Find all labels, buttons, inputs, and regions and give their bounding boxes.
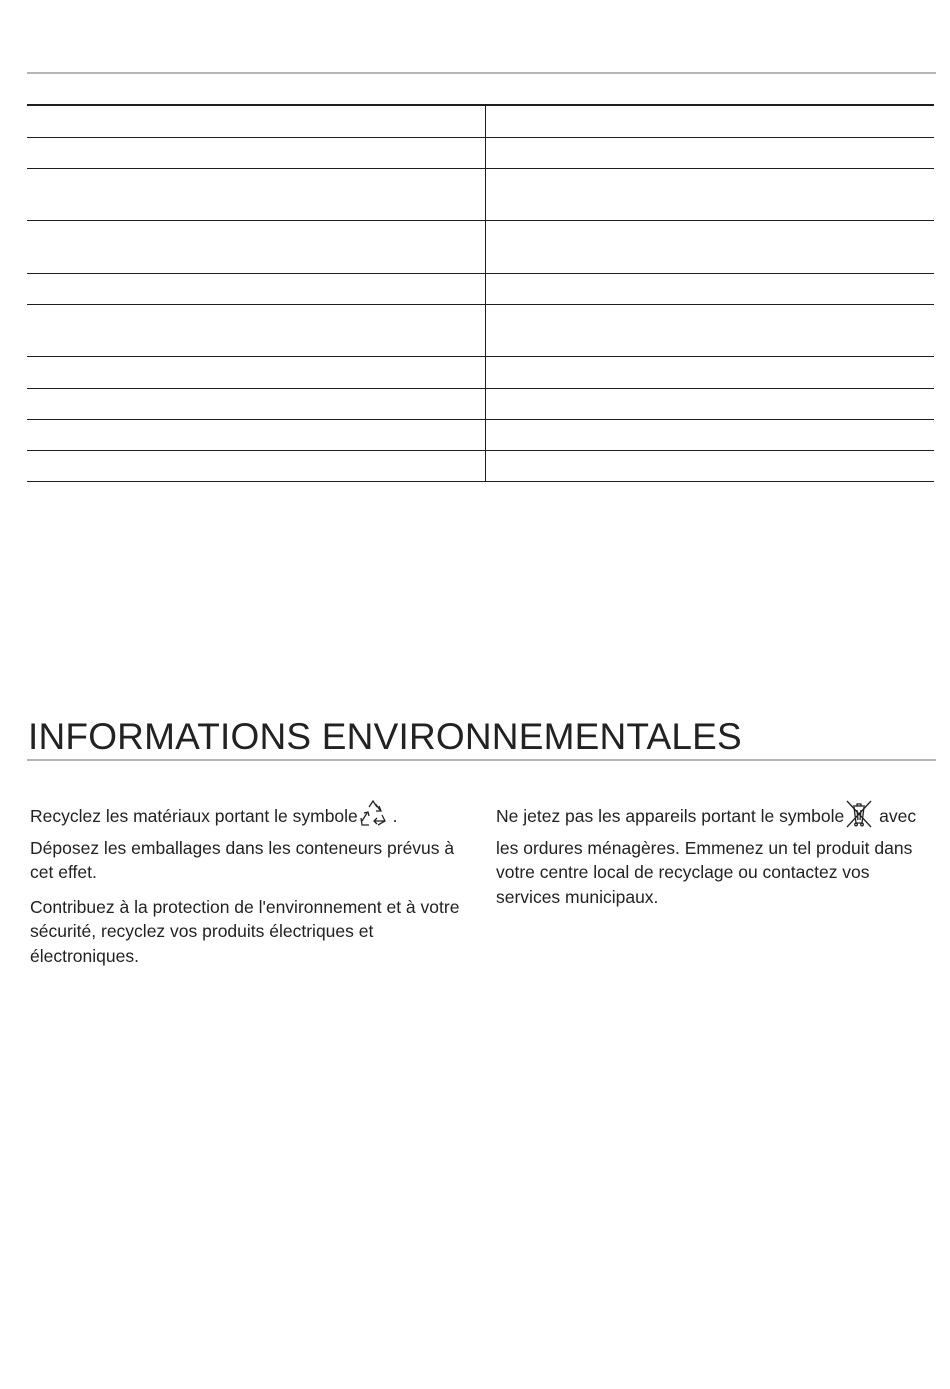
spec-value bbox=[486, 356, 935, 388]
spec-label bbox=[27, 356, 486, 388]
spec-row bbox=[27, 168, 934, 220]
spec-row bbox=[27, 220, 934, 273]
spec-label bbox=[27, 273, 486, 304]
spec-value bbox=[486, 419, 935, 450]
spec-value bbox=[486, 105, 935, 137]
spec-value bbox=[486, 304, 935, 356]
recycling-column bbox=[30, 799, 470, 978]
spec-row bbox=[27, 388, 934, 419]
spec-row bbox=[27, 304, 934, 356]
spec-label bbox=[27, 304, 486, 356]
spec-value bbox=[486, 137, 935, 168]
spec-row bbox=[27, 356, 934, 388]
spec-row bbox=[27, 450, 934, 481]
spec-row bbox=[27, 419, 934, 450]
spec-label bbox=[27, 220, 486, 273]
recycle-paragraph: Recyclez les matériaux portant le symbole . Déposez les emballages dans les conteneurs prévus à cet effet. bbox=[30, 799, 470, 885]
spec-label bbox=[27, 419, 486, 450]
spec-row bbox=[27, 273, 934, 304]
spec-row bbox=[27, 105, 934, 137]
crossed-bin-icon bbox=[844, 799, 874, 836]
top-rule bbox=[27, 72, 936, 74]
spec-value bbox=[486, 273, 935, 304]
section-title: INFORMATIONS ENVIRONNEMENTALES bbox=[28, 716, 742, 757]
spec-row bbox=[27, 137, 934, 168]
spec-label bbox=[27, 105, 486, 137]
recycle-icon bbox=[358, 799, 388, 836]
spec-value bbox=[486, 168, 935, 220]
spec-value bbox=[486, 220, 935, 273]
disposal-paragraph: Ne jetez pas les appareils portant le symbole avec les ordures ménagères. Emmenez un tel produit dans votre centre local de recyclage ou contactez vos services municipaux. bbox=[496, 799, 926, 909]
disposal-column bbox=[496, 799, 926, 919]
protection-paragraph: Contribuez à la protection de l'environnement et à votre sécurité, recyclez vos produits électriques et électroniques. bbox=[30, 896, 460, 966]
spec-label bbox=[27, 137, 486, 168]
spec-label bbox=[27, 168, 486, 220]
spec-value bbox=[486, 450, 935, 481]
spec-table bbox=[27, 104, 934, 482]
spec-value bbox=[486, 388, 935, 419]
spec-label bbox=[27, 388, 486, 419]
section-rule bbox=[27, 759, 936, 761]
spec-label bbox=[27, 450, 486, 481]
